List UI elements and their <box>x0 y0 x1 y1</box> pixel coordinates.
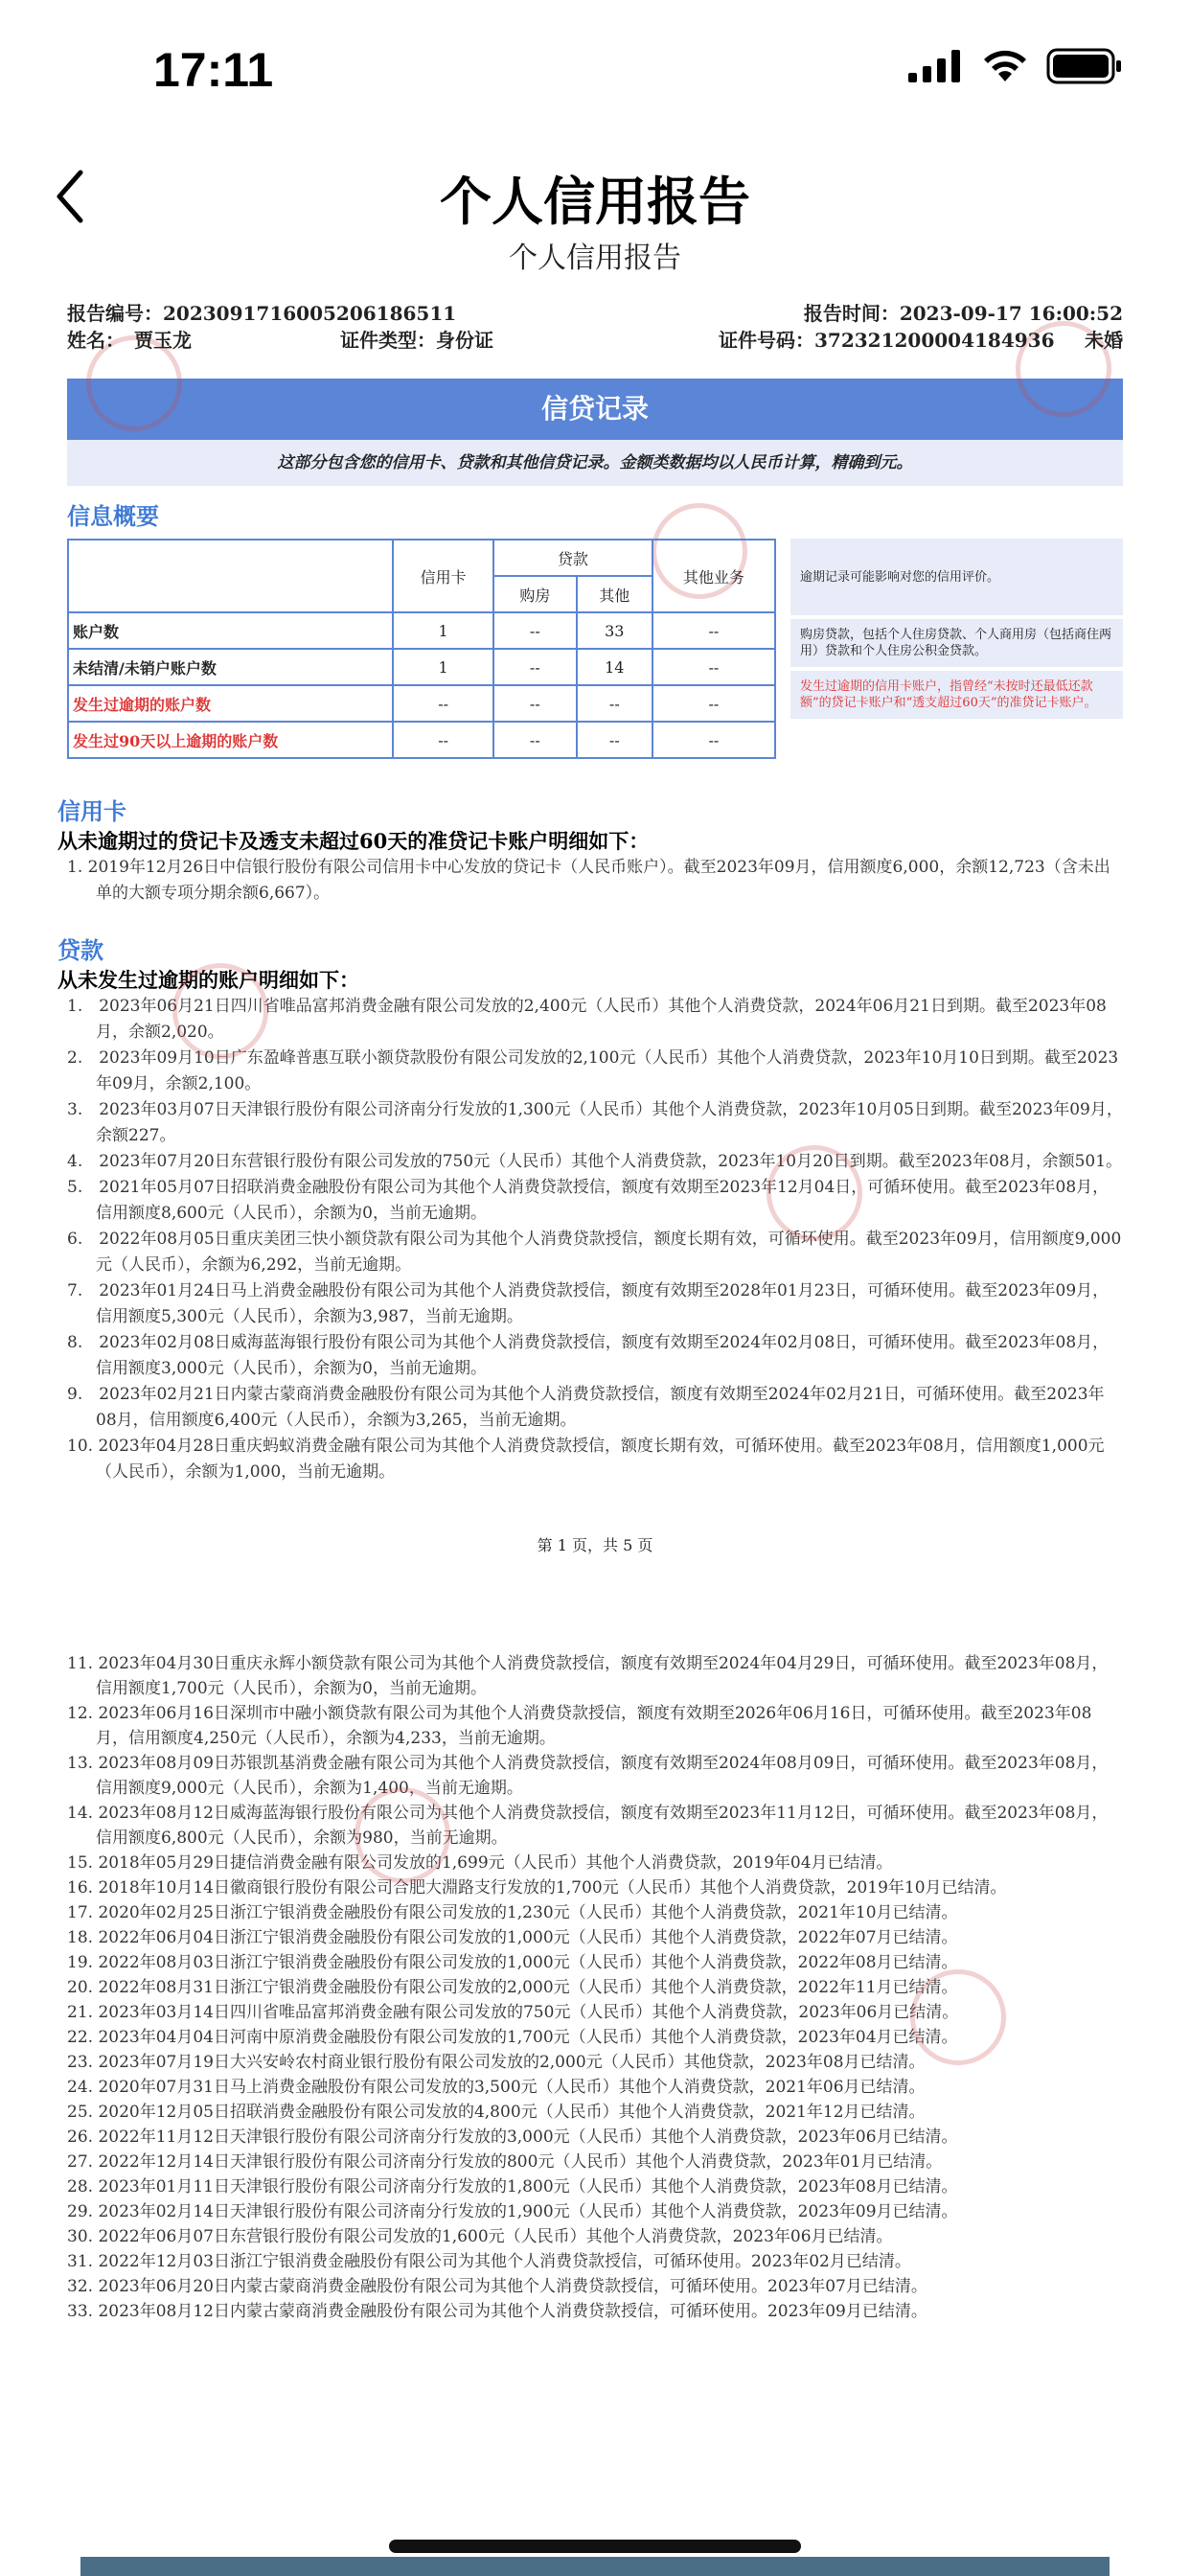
list-item: 20. 2022年08月31日浙江宁银消费金融股份有限公司发放的2,000元（人民币）其他个人消费贷款，2022年11月已结清。 <box>67 1978 958 1997</box>
list-item: 25. 2020年12月05日招联消费金融股份有限公司发放的4,800元（人民币）其他个人消费贷款，2021年12月已结清。 <box>67 2103 926 2122</box>
list-item: 21. 2023年03月14日四川省唯品富邦消费金融有限公司发放的750元（人民币）其他个人消费贷款，2023年06月已结清。 <box>67 2003 959 2022</box>
report-time: 报告时间：2023-09-17 16:00:52 <box>803 302 1123 325</box>
next-page-banner-edge <box>80 2557 1110 2576</box>
header-credit-card: 信用卡 <box>393 540 493 612</box>
report-meta <box>67 298 1123 356</box>
list-item: 11. 2023年04月30日重庆永辉小额贷款有限公司为其他个人消费贷款授信，额度有效期至2024年04月29日，可循环使用。截至2023年08月，信用额度1,700元（人民币），余额为0，当前无逾期。 <box>67 1654 1109 1698</box>
list-item: 23. 2023年07月19日大兴安岭农村商业银行股份有限公司发放的2,000元（人民币）其他贷款，2023年08月已结清。 <box>67 2053 926 2072</box>
document-title: 个人信用报告 <box>509 242 681 275</box>
summary-row <box>68 722 775 758</box>
loans-list-page1 <box>67 994 1123 1485</box>
cell: -- <box>493 612 577 649</box>
row-label: 发生过90天以上逾期的账户数 <box>68 722 393 758</box>
list-item: 33. 2023年08月12日内蒙古蒙商消费金融股份有限公司为其他个人消费贷款授信，可循环使用。2023年09月已结清。 <box>67 2302 927 2321</box>
list-item: 1. 2023年06月21日四川省唯品富邦消费金融有限公司发放的2,400元（人民币）其他个人消费贷款，2024年06月21日到期。截至2023年08月，余额2,020。 <box>67 997 1107 1042</box>
status-time: 17:11 <box>153 43 274 97</box>
credit-card-subheading: 从未逾期过的贷记卡及透支未超过60天的准贷记卡账户明细如下： <box>57 829 650 853</box>
list-item: 32. 2023年06月20日内蒙古蒙商消费金融股份有限公司为其他个人消费贷款授信，可循环使用。2023年07月已结清。 <box>67 2277 927 2296</box>
list-item: 13. 2023年08月09日苏银凯基消费金融有限公司为其他个人消费贷款授信，额度有效期至2024年08月09日，可循环使用。截至2023年08月，信用额度9,000元（人民币），余额为1,400，当前无逾期。 <box>67 1754 1109 1798</box>
list-item: 2. 2023年09月10日广东盈峰普惠互联小额贷款股份有限公司发放的2,100元（人民币）其他个人消费贷款，2023年10月10日到期。截至2023年09月，余额2,100。 <box>67 1048 1119 1093</box>
list-item: 5. 2021年05月07日招联消费金融股份有限公司为其他个人消费贷款授信，额度有效期至2023年12月04日，可循环使用。截至2023年08月，信用额度8,600元（人民币），余额为0，当前无逾期。 <box>67 1178 1110 1223</box>
list-item: 16. 2018年10月14日徽商银行股份有限公司合肥大淵路支行发放的1,700元（人民币）其他个人消费贷款，2019年10月已结清。 <box>67 1878 1007 1898</box>
report-id-number: 证件号码：372321200004184936 <box>719 329 1055 352</box>
loans-list-page2 <box>67 1651 1123 2324</box>
nav-title: 个人信用报告 <box>440 172 750 232</box>
header-other-loan: 其他 <box>577 576 652 612</box>
cell: -- <box>577 722 652 758</box>
cell: -- <box>652 685 775 722</box>
header-other-business: 其他业务 <box>652 540 775 612</box>
list-item: 27. 2022年12月14日天津银行股份有限公司济南分行发放的800元（人民币）其他个人消费贷款，2023年01月已结清。 <box>67 2152 943 2172</box>
summary-notes <box>790 539 1123 723</box>
list-item: 29. 2023年02月14日天津银行股份有限公司济南分行发放的1,900元（人民币）其他个人消费贷款，2023年09月已结清。 <box>67 2202 958 2221</box>
list-item: 15. 2018年05月29日捷信消费金融有限公司发放的1,699元（人民币）其他个人消费贷款，2019年04月已结清。 <box>67 1853 893 1873</box>
report-number: 报告编号：2023091716005206186511 <box>67 302 457 325</box>
cell: -- <box>493 722 577 758</box>
list-item: 31. 2022年12月03日浙江宁银消费金融股份有限公司为其他个人消费贷款授信，可循环使用。2023年02月已结清。 <box>67 2252 911 2271</box>
row-label: 账户数 <box>68 612 393 649</box>
cell: -- <box>577 685 652 722</box>
note-housing: 购房贷款，包括个人住房贷款、个人商用房（包括商住两用）贷款和个人住房公积金贷款。 <box>790 619 1123 667</box>
list-item: 7. 2023年01月24日马上消费金融股份有限公司为其他个人消费贷款授信，额度有效期至2028年01月23日，可循环使用。截至2023年09月，信用额度5,300元（人民币），余额为3,987，当前无逾期。 <box>67 1281 1110 1326</box>
summary-row <box>68 685 775 722</box>
loans-heading: 贷款 <box>57 936 103 964</box>
list-item: 18. 2022年06月04日浙江宁银消费金融股份有限公司发放的1,000元（人民币）其他个人消费贷款，2022年07月已结清。 <box>67 1928 958 1947</box>
summary-row <box>68 649 775 685</box>
list-item: 14. 2023年08月12日威海蓝海银行股份有限公司为其他个人消费贷款授信，额度有效期至2023年11月12日，可循环使用。截至2023年08月，信用额度6,800元（人民币），余额为980，当前无逾期。 <box>67 1804 1109 1848</box>
summary-table <box>67 539 776 759</box>
cell: -- <box>652 649 775 685</box>
summary-corner <box>68 540 393 612</box>
list-item: 4. 2023年07月20日东营银行股份有限公司发放的750元（人民币）其他个人消费贷款，2023年10月20日到期。截至2023年08月，余额501。 <box>67 1152 1123 1171</box>
cell: 33 <box>577 612 652 649</box>
status-icons <box>908 48 1123 84</box>
battery-icon <box>1046 48 1123 84</box>
list-item: 30. 2022年06月07日东营银行股份有限公司发放的1,600元（人民币）其他个人消费贷款，2023年06月已结清。 <box>67 2227 893 2246</box>
wifi-icon <box>981 49 1029 83</box>
cell: -- <box>652 612 775 649</box>
row-label: 未结清/未销户账户数 <box>68 649 393 685</box>
cell: -- <box>493 685 577 722</box>
list-item: 22. 2023年04月04日河南中原消费金融股份有限公司发放的1,700元（人民币）其他个人消费贷款，2023年04月已结清。 <box>67 2028 958 2047</box>
summary-heading: 信息概要 <box>67 502 159 530</box>
credit-card-list <box>67 855 1123 907</box>
cell: 14 <box>577 649 652 685</box>
note-overdue-card: 发生过逾期的信用卡账户，指曾经“未按时还最低还款额”的贷记卡账户和“透支超过60天”的准贷记卡账户。 <box>790 671 1123 719</box>
credit-card-heading: 信用卡 <box>57 797 126 825</box>
list-item: 6. 2022年08月05日重庆美团三快小额贷款有限公司为其他个人消费贷款授信，额度长期有效，可循环使用。截至2023年09月，信用额度9,000元（人民币），余额为6,292，当前无逾期。 <box>67 1230 1122 1275</box>
list-item: 9. 2023年02月21日内蒙古蒙商消费金融股份有限公司为其他个人消费贷款授信，额度有效期至2024年02月21日，可循环使用。截至2023年08月，信用额度6,400元（人民币），余额为3,265，当前无逾期。 <box>67 1385 1105 1430</box>
note-overdue: 逾期记录可能影响对您的信用评价。 <box>790 539 1123 615</box>
cell: 1 <box>393 649 493 685</box>
summary-row <box>68 612 775 649</box>
cell: 1 <box>393 612 493 649</box>
report-id-type: 证件类型：身份证 <box>340 329 493 352</box>
list-item: 17. 2020年02月25日浙江宁银消费金融股份有限公司发放的1,230元（人民币）其他个人消费贷款，2021年10月已结清。 <box>67 1903 958 1922</box>
list-item: 8. 2023年02月08日威海蓝海银行股份有限公司为其他个人消费贷款授信，额度有效期至2024年02月08日，可循环使用。截至2023年08月，信用额度3,000元（人民币），余额为0，当前无逾期。 <box>67 1333 1110 1378</box>
list-item: 10. 2023年04月28日重庆蚂蚁消费金融有限公司为其他个人消费贷款授信，额度长期有效，可循环使用。截至2023年08月，信用额度1,000元（人民币），余额为1,000，当前无逾期。 <box>67 1437 1105 1482</box>
list-item: 12. 2023年06月16日深圳市中融小额贷款有限公司为其他个人消费贷款授信，额度有效期至2026年06月16日，可循环使用。截至2023年08月，信用额度4,250元（人民币），余额为4,233，当前无逾期。 <box>67 1704 1092 1748</box>
loans-subheading: 从未发生过逾期的账户明细如下： <box>57 968 359 992</box>
list-item: 3. 2023年03月07日天津银行股份有限公司济南分行发放的1,300元（人民币）其他个人消费贷款，2023年10月05日到期。截至2023年09月，余额227。 <box>67 1100 1123 1145</box>
cell: -- <box>393 722 493 758</box>
home-indicator[interactable] <box>389 2540 801 2553</box>
header-housing: 购房 <box>493 576 577 612</box>
list-item: 24. 2020年07月31日马上消费金融股份有限公司发放的3,500元（人民币）其他个人消费贷款，2021年06月已结清。 <box>67 2078 926 2097</box>
header-loan: 贷款 <box>493 540 652 576</box>
credit-report-document[interactable] <box>57 242 1123 2576</box>
cell: -- <box>652 722 775 758</box>
row-label: 发生过逾期的账户数 <box>68 685 393 722</box>
list-item: 26. 2022年11月12日天津银行股份有限公司济南分行发放的3,000元（人民币）其他个人消费贷款，2023年06月已结清。 <box>67 2128 958 2147</box>
cell: -- <box>493 649 577 685</box>
list-item: 19. 2022年08月03日浙江宁银消费金融股份有限公司发放的1,000元（人民币）其他个人消费贷款，2022年08月已结清。 <box>67 1953 958 1972</box>
report-marital: 未婚 <box>1085 329 1123 352</box>
signal-icon <box>908 50 964 82</box>
section-subbanner: 这部分包含您的信用卡、贷款和其他信贷记录。金额类数据均以人民币计算，精确到元。 <box>67 440 1123 486</box>
cell: -- <box>393 685 493 722</box>
status-bar <box>0 0 1190 144</box>
report-name: 姓名： 贾玉龙 <box>67 329 192 352</box>
section-banner: 信贷记录 <box>67 379 1123 440</box>
page-number: 第 1 页，共 5 页 <box>537 1536 653 1554</box>
nav-bar <box>0 144 1190 249</box>
list-item: 1. 2019年12月26日中信银行股份有限公司信用卡中心发放的贷记卡（人民币账户）。截至2023年09月，信用额度6,000，余额12,723（含未出单的大额专项分期余额6,667）。 <box>67 858 1110 903</box>
list-item: 28. 2023年01月11日天津银行股份有限公司济南分行发放的1,800元（人民币）其他个人消费贷款，2023年08月已结清。 <box>67 2177 958 2196</box>
summary-block <box>67 539 1123 773</box>
